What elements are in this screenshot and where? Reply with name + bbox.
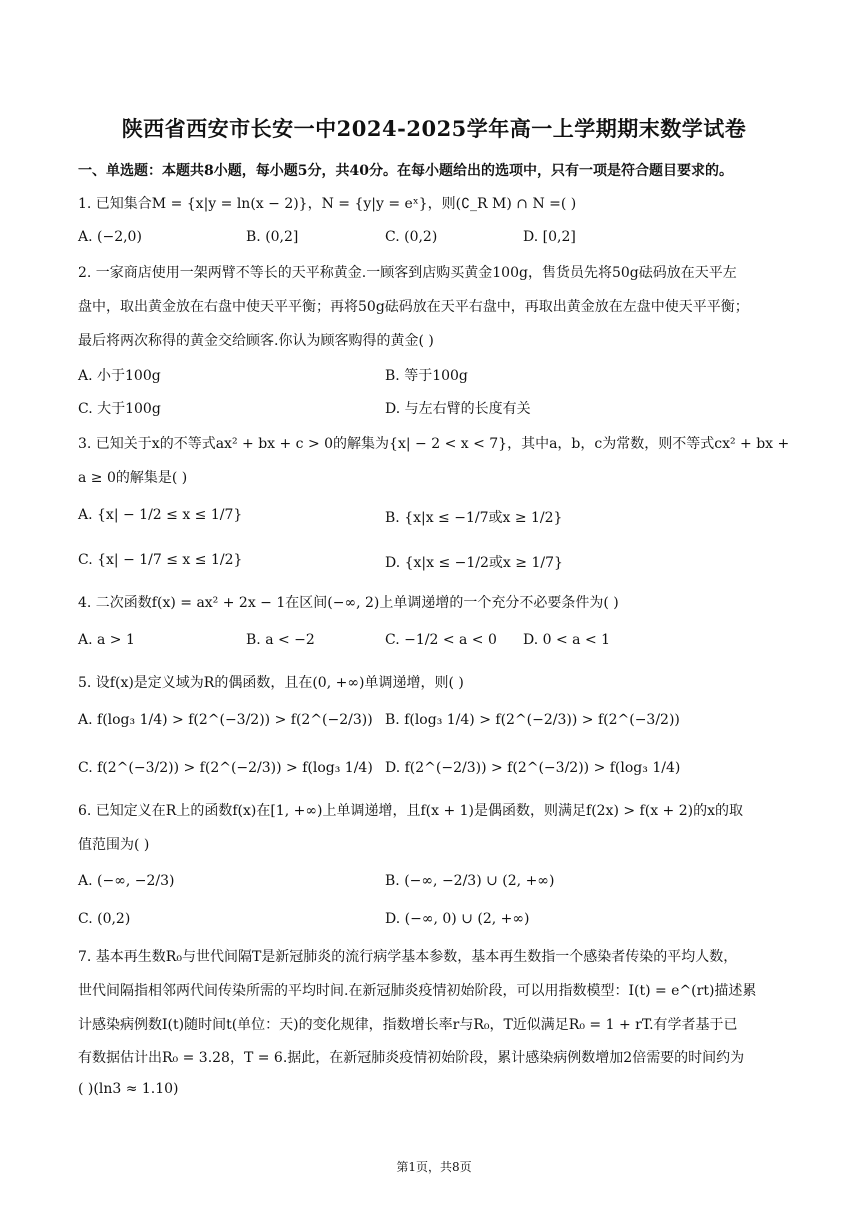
q5-option-b: B. f(log₃ 1/4) > f(2^(−2/3)) > f(2^(−3/2)) (385, 712, 680, 728)
q5-option-c: C. f(2^(−3/2)) > f(2^(−2/3)) > f(log₃ 1/4) (78, 760, 373, 776)
q6-option-d: D. (−∞, 0) ∪ (2, +∞) (385, 911, 530, 927)
q1-option-b: B. (0,2] (246, 229, 299, 245)
question-6-line-1: 6. 已知定义在R上的函数f(x)在[1, +∞)上单调递增，且f(x + 1)是偶函数，则满足f(2x) > f(x + 2)的x的取 (78, 803, 743, 819)
q3-option-d: D. {x|x ≤ −1/2或x ≥ 1/7} (385, 555, 563, 571)
q2-option-a: A. 小于100g (78, 368, 161, 384)
q6-option-b: B. (−∞, −2/3) ∪ (2, +∞) (385, 873, 555, 889)
q3-option-c: C. {x| − 1/7 ≤ x ≤ 1/2} (78, 552, 243, 568)
question-7-line-3: 计感染病例数I(t)随时间t(单位：天)的变化规律，指数增长率r与R₀，T近似满足R₀ = 1 + rT.有学者基于已 (78, 1017, 738, 1033)
question-2-line-2: 盘中，取出黄金放在右盘中使天平平衡；再将50g砝码放在天平右盘中，再取出黄金放在左盘中使天平平衡； (78, 299, 749, 315)
question-7-line-5: ( )(ln3 ≈ 1.10) (78, 1081, 179, 1097)
section-heading: 一、单选题：本题共8小题，每小题5分，共40分。在每小题给出的选项中，只有一项是符合题目要求的。 (78, 163, 733, 179)
q6-option-a: A. (−∞, −2/3) (78, 873, 175, 889)
question-2-line-3: 最后将两次称得的黄金交给顾客.你认为顾客购得的黄金( ) (78, 333, 434, 349)
q4-option-c: C. −1/2 < a < 0 (385, 632, 497, 648)
question-3-line-1: 3. 已知关于x的不等式ax² + bx + c > 0的解集为{x| − 2 < x < 7}，其中a，b，c为常数，则不等式cx² + bx + (78, 436, 790, 452)
question-7-line-4: 有数据估计出R₀ = 3.28，T = 6.据此，在新冠肺炎疫情初始阶段，累计感染病例数增加2倍需要的时间约为 (78, 1050, 745, 1066)
question-7-line-2: 世代间隔指相邻两代间传染所需的平均时间.在新冠肺炎疫情初始阶段，可以用指数模型：I(t) = e^(rt)描述累 (78, 983, 757, 999)
q4-option-d: D. 0 < a < 1 (523, 632, 611, 648)
q3-option-b: B. {x|x ≤ −1/7或x ≥ 1/2} (385, 510, 563, 526)
page-footer: 第1页，共8页 (396, 1160, 472, 1174)
q2-option-b: B. 等于100g (385, 368, 468, 384)
page-title: 陕西省西安市长安一中2024-2025学年高一上学期期末数学试卷 (121, 116, 747, 141)
q3-option-a: A. {x| − 1/2 ≤ x ≤ 1/7} (78, 507, 243, 523)
q1-option-c: C. (0,2) (385, 229, 438, 245)
question-5-stem: 5. 设f(x)是定义域为R的偶函数，且在(0, +∞)单调递增，则( ) (78, 675, 464, 691)
q2-option-c: C. 大于100g (78, 401, 161, 417)
q5-option-a: A. f(log₃ 1/4) > f(2^(−3/2)) > f(2^(−2/3)) (78, 712, 373, 728)
question-1-stem: 1. 已知集合M = {x|y = ln(x − 2)}，N = {y|y = eˣ}，则(∁_R M) ∩ N =( ) (78, 196, 577, 212)
q1-option-a: A. (−2,0) (78, 229, 142, 245)
question-7-line-1: 7. 基本再生数R₀与世代间隔T是新冠肺炎的流行病学基本参数，基本再生数指一个感染者传染的平均人数， (78, 949, 738, 965)
q1-option-d: D. [0,2] (523, 229, 576, 245)
question-2-line-1: 2. 一家商店使用一架两臂不等长的天平称黄金.一顾客到店购买黄金100g，售货员先将50g砝码放在天平左 (78, 265, 737, 281)
q6-option-c: C. (0,2) (78, 911, 131, 927)
question-4-stem: 4. 二次函数f(x) = ax² + 2x − 1在区间(−∞, 2)上单调递增的一个充分不必要条件为( ) (78, 595, 619, 611)
q4-option-b: B. a < −2 (246, 632, 315, 648)
q5-option-d: D. f(2^(−2/3)) > f(2^(−3/2)) > f(log₃ 1/4) (385, 760, 681, 776)
q4-option-a: A. a > 1 (78, 632, 135, 648)
q2-option-d: D. 与左右臂的长度有关 (385, 401, 531, 417)
question-6-line-2: 值范围为( ) (78, 837, 150, 853)
question-3-line-2: a ≥ 0的解集是( ) (78, 470, 188, 486)
